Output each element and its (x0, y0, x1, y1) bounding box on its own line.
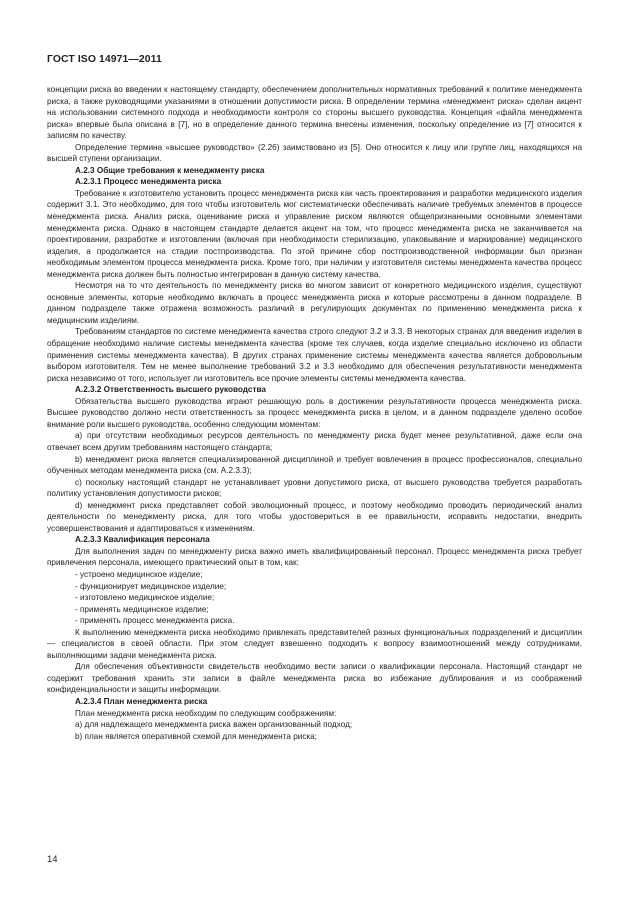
document-header: ГОСТ ISO 14971—2011 (47, 54, 162, 65)
section-heading: А.2.3 Общие требования к менеджменту риска (75, 165, 265, 175)
paragraph: c) поскольку настоящий стандарт не устанавливает уровни допустимого риска, от высшего руководства требуется разработать политику установления допустимости рисков; (47, 477, 582, 499)
paragraph: Требованиям стандартов по системе менеджмента качества строго следуют 3.2 и 3.3. В некоторых странах для введения изделия в обращение необходимо наличие системы менеджмента качества (кроме тех случаев, когда изделие специально исключено из области применения системы менеджмента качества). В других странах применение системы менеджмента качества является добровольным выбором изготовителя. Тем не менее выполнение требований 3.2 и 3.3 необходимо для обеспечения результативности менеджмента риска независимо от того, использует ли изготовитель все прочие элементы системы менеджмента качества. (47, 327, 582, 383)
paragraph: концепции риска во введении к настоящему стандарту, обеспечением дополнительных нормативных требований к политике менеджмента риска, а также руководящими указаниями в отношении допустимости риска. В определении термина «менеджмент риска» сделан акцент на использовании системного подхода и необходимости контроля со стороны высшего руководства. Концепция «файла менеджмента риска» впервые была описана в [7], но в определение данного термина внесены изменения, поскольку определение из [7] относится к записям по качеству. (47, 85, 582, 141)
list-item: - устроено медицинское изделие; (75, 569, 203, 579)
section-heading: А.2.3.1 Процесс менеджмента риска (75, 177, 222, 187)
paragraph: Для обеспечения объективности свидетельств необходимо вести записи о квалификации персонала. Настоящий стандарт не содержит требования хранить эти записи в файле менеджмента риска во избежание дублирования и из соображений конфиденциальности и защиты информации. (47, 662, 582, 695)
paragraph: План менеджмента риска необходим по следующим соображениям: (75, 708, 337, 718)
page-number: 14 (47, 854, 58, 865)
section-heading: А.2.3.4 План менеджмента риска (75, 696, 208, 706)
list-item: - изготовлено медицинское изделие; (75, 593, 215, 603)
list-item: - применять процесс менеджмента риска. (75, 616, 235, 626)
list-item: - функционирует медицинское изделие; (75, 581, 227, 591)
paragraph: a) для надлежащего менеджмента риска важен организованный подход; (75, 720, 353, 730)
paragraph: К выполнению менеджмента риска необходимо привлекать представителей разных функциональных подразделений и дисциплин — специалистов в своей области. При этом следует взвешенно подходить к вопросу взаимоотношений между сотрудниками, выполняющими задачи менеджмента риска. (47, 627, 582, 660)
paragraph: d) менеджмент риска представляет собой эволюционный процесс, и поэтому необходимо проводить периодический анализ деятельности по менеджменту риска, для того чтобы удостовериться в ее правильности, исправить недостатки, внедрить усовершенствования и адаптироваться к изменениям. (47, 500, 582, 533)
paragraph: Для выполнения задач по менеджменту риска важно иметь квалифицированный персонал. Процесс менеджмента риска требует привлечения персонала, имеющего практический опыт в том, как: (47, 546, 582, 568)
paragraph: b) менеджмент риска является специализированной дисциплиной и требует вовлечения в процесс профессионалов, специально обученных методам менеджмента риска (см. А.2.3.3); (47, 454, 582, 476)
paragraph: Несмотря на то что деятельность по менеджменту риска во многом зависит от конкретного медицинского изделия, существуют основные элементы, которые необходимо включать в процесс менеджмента риска и которые рассмотрены в данном подразделе. В данном подразделе также отражена возможность различий в регулирующих документах по применению менеджмента риска к медицинским изделиям. (47, 281, 582, 325)
paragraph: a) при отсутствии необходимых ресурсов деятельность по менеджменту риска будет менее результативной, даже если она отвечает всем другим требованиям настоящего стандарта; (47, 431, 582, 452)
list-item: - применять медицинское изделие; (75, 604, 209, 614)
paragraph: Определение термина «высшее руководство» (2.26) заимствовано из [5]. Оно относится к лицу или группе лиц, находящихся на высшей ступени организации. (47, 142, 582, 164)
paragraph: b) план является оперативной схемой для менеджмента риска; (75, 731, 318, 741)
document-body (47, 84, 582, 742)
section-heading: А.2.3.2 Ответственность высшего руководства (75, 385, 266, 395)
paragraph: Обязательства высшего руководства играют решающую роль в достижении результативности процесса менеджмента риска. Высшее руководство должно нести ответственность за процесс менеджмента риска в целом, и в данном подразделе уделено особое внимание роли высшего руководства, особенно следующим моментам: (47, 396, 582, 429)
section-heading: А.2.3.3 Квалификация персонала (75, 535, 210, 545)
paragraph: Требование к изготовителю установить процесс менеджмента риска как часть проектирования и разработки медицинского изделия содержит 3.1. Это необходимо, для того чтобы изготовитель мог систематически обеспечивать наличие требуемых элементов в процессе менеджмента риска. Анализ риска, оценивание риска и управление риском являются общепризнанными основными элементами менеджмента риска. Однако в настоящем стандарте делается акцент на том, что процесс менеджмента риска не заканчивается на проектировании, разработке и изготовлении (включая при необходимости стерилизацию, упаковывание и маркирование) медицинского изделия, а продолжается на стадии постпроизводства. По этой причине сбор постпроизводственной информации был признан необходимым элементом процесса менеджмента риска. Кроме того, при наличии у изготовителя системы менеджмента качества процесс менеджмента риска должен быть полностью интегрирован в данную систему качества. (47, 188, 582, 279)
